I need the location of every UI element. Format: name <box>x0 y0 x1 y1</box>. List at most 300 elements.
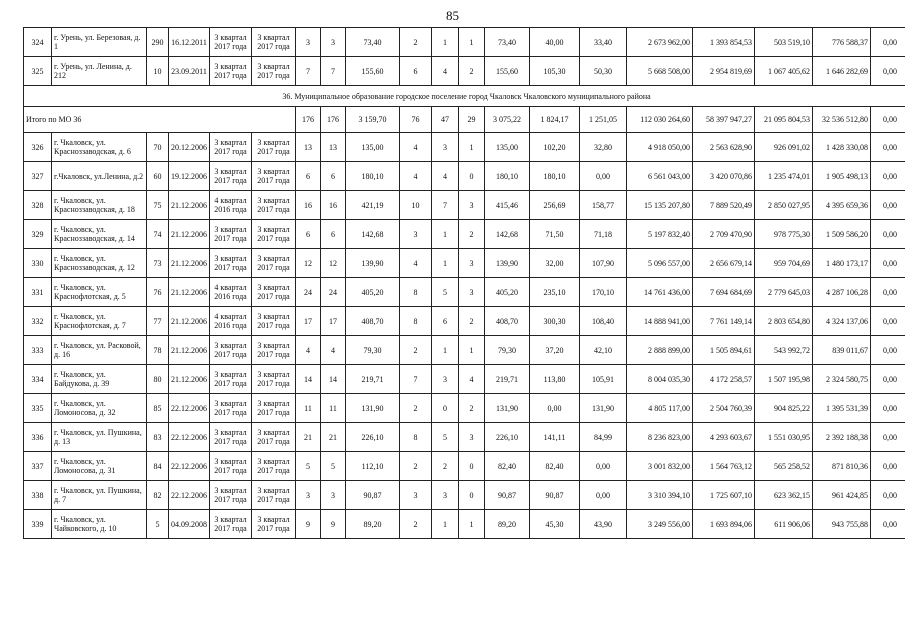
table-cell: 83 <box>147 423 169 452</box>
address-cell: г.Чкаловск, ул.Ленина, д.2 <box>52 162 147 191</box>
table-cell: 2 <box>459 220 485 249</box>
table-cell: 3 квартал 2017 года <box>252 510 296 539</box>
table-cell: 8 <box>400 423 432 452</box>
table-cell: 3 квартал 2017 года <box>210 57 252 86</box>
table-cell: 1 395 531,39 <box>813 394 871 423</box>
table-cell: 2 563 628,90 <box>693 133 755 162</box>
table-cell: 75 <box>147 191 169 220</box>
total-cell: 76 <box>400 107 432 133</box>
table-cell: 90,87 <box>530 481 580 510</box>
table-cell: 108,40 <box>580 307 627 336</box>
table-cell: 8 <box>400 307 432 336</box>
table-cell: 131,90 <box>346 394 400 423</box>
table-row <box>24 365 905 394</box>
table-cell: 155,60 <box>485 57 530 86</box>
table-cell: 7 889 520,49 <box>693 191 755 220</box>
table-cell: 1 693 894,06 <box>693 510 755 539</box>
table-cell: 3 квартал 2017 года <box>210 336 252 365</box>
table-cell: 3 квартал 2017 года <box>210 162 252 191</box>
table-cell: 90,87 <box>346 481 400 510</box>
table-cell: 113,80 <box>530 365 580 394</box>
section-block <box>24 86 905 133</box>
table-cell: 40,00 <box>530 28 580 57</box>
table-cell: 1 480 173,17 <box>813 249 871 278</box>
table-cell: 102,20 <box>530 133 580 162</box>
table-cell: 16 <box>296 191 321 220</box>
table-cell: 6 561 043,00 <box>627 162 693 191</box>
table-cell: 3 <box>296 28 321 57</box>
table-cell: 1 507 195,98 <box>755 365 813 394</box>
table-cell: 3 квартал 2017 года <box>252 452 296 481</box>
table-cell: 339 <box>24 510 52 539</box>
table-cell: 3 249 556,00 <box>627 510 693 539</box>
table-cell: 32,00 <box>530 249 580 278</box>
table-cell: 5 <box>147 510 169 539</box>
table-cell: 325 <box>24 57 52 86</box>
table-cell: 85 <box>147 394 169 423</box>
table-cell: 0,00 <box>871 365 905 394</box>
table-cell: 3 квартал 2017 года <box>252 28 296 57</box>
table-cell: 21 <box>321 423 346 452</box>
table-cell: 6 <box>432 307 459 336</box>
section-header-row <box>24 86 905 107</box>
table-cell: 2 656 679,14 <box>693 249 755 278</box>
table-cell: 2 709 470,90 <box>693 220 755 249</box>
table-cell: 3 <box>459 423 485 452</box>
table-cell: 4 <box>400 162 432 191</box>
table-cell: 3 квартал 2017 года <box>210 510 252 539</box>
total-cell: 1 824,17 <box>530 107 580 133</box>
table-cell: 5 <box>432 423 459 452</box>
table-cell: 2 324 580,75 <box>813 365 871 394</box>
table-cell: 330 <box>24 249 52 278</box>
table-cell: 131,90 <box>485 394 530 423</box>
table-cell: 871 810,36 <box>813 452 871 481</box>
table-cell: 0,00 <box>871 249 905 278</box>
table-cell: 180,10 <box>530 162 580 191</box>
table-cell: 71,50 <box>530 220 580 249</box>
table-cell: 22.12.2006 <box>169 481 210 510</box>
table-cell: 90,87 <box>485 481 530 510</box>
table-row <box>24 423 905 452</box>
table-cell: 19.12.2006 <box>169 162 210 191</box>
table-cell: 14 <box>296 365 321 394</box>
table-cell: 1 <box>432 249 459 278</box>
table-cell: 3 квартал 2017 года <box>252 336 296 365</box>
table-cell: 70 <box>147 133 169 162</box>
table-cell: 4 918 050,00 <box>627 133 693 162</box>
table-cell: 326 <box>24 133 52 162</box>
table-cell: 9 <box>321 510 346 539</box>
address-cell: г. Урень, ул. Ленина, д. 212 <box>52 57 147 86</box>
total-cell: 112 030 264,60 <box>627 107 693 133</box>
table-cell: 3 квартал 2017 года <box>252 57 296 86</box>
table-cell: 3 квартал 2017 года <box>210 394 252 423</box>
table-cell: 336 <box>24 423 52 452</box>
table-cell: 82,40 <box>485 452 530 481</box>
table-cell: 1 067 405,62 <box>755 57 813 86</box>
address-cell: г. Чкаловск, ул. Краснофлотская, д. 7 <box>52 307 147 336</box>
table-cell: 3 001 832,00 <box>627 452 693 481</box>
table-cell: 3 <box>321 481 346 510</box>
table-cell: 405,20 <box>346 278 400 307</box>
table-cell: 135,00 <box>346 133 400 162</box>
table-cell: 565 258,52 <box>755 452 813 481</box>
table-cell: 22.12.2006 <box>169 394 210 423</box>
table-cell: 1 509 586,20 <box>813 220 871 249</box>
table-cell: 327 <box>24 162 52 191</box>
table-cell: 839 011,67 <box>813 336 871 365</box>
table-cell: 1 393 854,53 <box>693 28 755 57</box>
table-cell: 23.09.2011 <box>169 57 210 86</box>
table-cell: 1 <box>459 510 485 539</box>
table-cell: 408,70 <box>346 307 400 336</box>
table-cell: 256,69 <box>530 191 580 220</box>
table-cell: 15 135 207,80 <box>627 191 693 220</box>
table-cell: 135,00 <box>485 133 530 162</box>
table-cell: 7 <box>400 365 432 394</box>
table-cell: 1 <box>432 220 459 249</box>
table-cell: 1 <box>459 28 485 57</box>
table-cell: 0,00 <box>871 220 905 249</box>
table-cell: 3 квартал 2017 года <box>252 394 296 423</box>
table-cell: 80 <box>147 365 169 394</box>
table-cell: 71,18 <box>580 220 627 249</box>
table-cell: 3 <box>400 220 432 249</box>
table-cell: 14 761 436,00 <box>627 278 693 307</box>
table-cell: 155,60 <box>346 57 400 86</box>
table-cell: 3 квартал 2017 года <box>210 28 252 57</box>
table-cell: 142,68 <box>485 220 530 249</box>
table-cell: 0,00 <box>871 394 905 423</box>
table-cell: 0,00 <box>871 336 905 365</box>
table-cell: 2 803 654,80 <box>755 307 813 336</box>
address-cell: г. Урень, ул. Березовая, д. 1 <box>52 28 147 57</box>
table-cell: 4 <box>432 162 459 191</box>
table-cell: 4 квартал 2016 года <box>210 191 252 220</box>
table-cell: 89,20 <box>346 510 400 539</box>
table-cell: 1 <box>432 28 459 57</box>
table-cell: 1 646 282,69 <box>813 57 871 86</box>
address-cell: г. Чкаловск, ул. Красноззаводская, д. 14 <box>52 220 147 249</box>
table-cell: 7 <box>321 57 346 86</box>
table-cell: 4 <box>400 249 432 278</box>
table-cell: 6 <box>296 162 321 191</box>
table-cell: 78 <box>147 336 169 365</box>
table-cell: 33,40 <box>580 28 627 57</box>
table-cell: 503 519,10 <box>755 28 813 57</box>
table-cell: 7 <box>296 57 321 86</box>
table-cell: 611 906,06 <box>755 510 813 539</box>
table-cell: 0 <box>459 481 485 510</box>
address-cell: г. Чкаловск, ул. Ломоносова, д. 32 <box>52 394 147 423</box>
total-cell: 3 159,70 <box>346 107 400 133</box>
table-cell: 82,40 <box>530 452 580 481</box>
address-cell: г. Чкаловск, ул. Пушкина, д. 13 <box>52 423 147 452</box>
table-cell: 21 <box>296 423 321 452</box>
table-cell: 0,00 <box>871 133 905 162</box>
table-cell: 79,30 <box>485 336 530 365</box>
table-cell: 45,30 <box>530 510 580 539</box>
table-cell: 11 <box>296 394 321 423</box>
table-cell: 219,71 <box>346 365 400 394</box>
table-cell: 1 725 607,10 <box>693 481 755 510</box>
table-cell: 13 <box>321 133 346 162</box>
table-cell: 978 775,30 <box>755 220 813 249</box>
table-cell: 4 квартал 2016 года <box>210 278 252 307</box>
table-cell: 3 квартал 2017 года <box>210 249 252 278</box>
table-cell: 1 235 474,01 <box>755 162 813 191</box>
table-cell: 5 197 832,40 <box>627 220 693 249</box>
table-cell: 21.12.2006 <box>169 336 210 365</box>
table-cell: 8 <box>400 278 432 307</box>
table-cell: 12 <box>296 249 321 278</box>
table-cell: 13 <box>296 133 321 162</box>
table-cell: 21.12.2006 <box>169 220 210 249</box>
total-cell: 47 <box>432 107 459 133</box>
table-cell: 0,00 <box>871 191 905 220</box>
table-cell: 4 172 258,57 <box>693 365 755 394</box>
table-cell: 0,00 <box>871 510 905 539</box>
table-cell: 1 564 763,12 <box>693 452 755 481</box>
table-cell: 0,00 <box>871 162 905 191</box>
section-title: 36. Муниципальное образование городское поселение город Чкаловск Чкаловского муниципального района <box>24 86 905 107</box>
table-cell: 107,90 <box>580 249 627 278</box>
table-cell: 2 <box>400 394 432 423</box>
table-row <box>24 162 905 191</box>
table-cell: 3 квартал 2017 года <box>210 220 252 249</box>
table-cell: 2 954 819,69 <box>693 57 755 86</box>
table-cell: 73,40 <box>346 28 400 57</box>
table-cell: 17 <box>296 307 321 336</box>
table-cell: 3 <box>459 191 485 220</box>
table-cell: 328 <box>24 191 52 220</box>
table-cell: 904 825,22 <box>755 394 813 423</box>
table-cell: 9 <box>296 510 321 539</box>
table-cell: 11 <box>321 394 346 423</box>
table-cell: 2 <box>400 336 432 365</box>
table-cell: 84,99 <box>580 423 627 452</box>
address-cell: г. Чкаловск, ул. Красноззаводская, д. 12 <box>52 249 147 278</box>
table-cell: 43,90 <box>580 510 627 539</box>
table-row <box>24 278 905 307</box>
table-cell: 180,10 <box>485 162 530 191</box>
table-cell: 2 888 899,00 <box>627 336 693 365</box>
table-cell: 405,20 <box>485 278 530 307</box>
table-cell: 20.12.2006 <box>169 133 210 162</box>
table-cell: 180,10 <box>346 162 400 191</box>
table-row <box>24 249 905 278</box>
table-cell: 14 <box>321 365 346 394</box>
table-cell: 4 <box>296 336 321 365</box>
table-cell: 0,00 <box>871 423 905 452</box>
table-cell: 338 <box>24 481 52 510</box>
table-cell: 170,10 <box>580 278 627 307</box>
table-cell: 3 квартал 2017 года <box>210 365 252 394</box>
table-cell: 6 <box>296 220 321 249</box>
table-cell: 543 992,72 <box>755 336 813 365</box>
table-cell: 76 <box>147 278 169 307</box>
table-cell: 73 <box>147 249 169 278</box>
table-cell: 22.12.2006 <box>169 423 210 452</box>
table-cell: 141,11 <box>530 423 580 452</box>
table-cell: 2 <box>432 452 459 481</box>
table-cell: 776 588,37 <box>813 28 871 57</box>
table-cell: 24 <box>296 278 321 307</box>
total-cell: 58 397 947,27 <box>693 107 755 133</box>
address-cell: г. Чкаловск, ул. Красноззаводская, д. 6 <box>52 133 147 162</box>
table-cell: 60 <box>147 162 169 191</box>
total-cell: 176 <box>296 107 321 133</box>
table-cell: 50,30 <box>580 57 627 86</box>
table-cell: 139,90 <box>346 249 400 278</box>
table-cell: 2 <box>400 28 432 57</box>
page-number: 85 <box>446 8 459 23</box>
table-cell: 105,91 <box>580 365 627 394</box>
table-cell: 408,70 <box>485 307 530 336</box>
table-cell: 0 <box>459 162 485 191</box>
table-cell: 7 694 684,69 <box>693 278 755 307</box>
table-row <box>24 307 905 336</box>
rows-before-section <box>24 28 905 86</box>
table-cell: 142,68 <box>346 220 400 249</box>
table-cell: 324 <box>24 28 52 57</box>
table-cell: 1 905 498,13 <box>813 162 871 191</box>
table-cell: 3 квартал 2017 года <box>252 133 296 162</box>
table-cell: 3 310 394,10 <box>627 481 693 510</box>
table-cell: 4 287 106,28 <box>813 278 871 307</box>
table-cell: 3 квартал 2017 года <box>252 307 296 336</box>
rows-after-section <box>24 133 905 539</box>
table-cell: 16 <box>321 191 346 220</box>
table-cell: 3 <box>432 365 459 394</box>
table-cell: 331 <box>24 278 52 307</box>
table-cell: 1 428 330,08 <box>813 133 871 162</box>
table-cell: 3 <box>432 481 459 510</box>
table-cell: 42,10 <box>580 336 627 365</box>
table-cell: 17 <box>321 307 346 336</box>
table-cell: 12 <box>321 249 346 278</box>
table-cell: 4 <box>400 133 432 162</box>
table-cell: 2 673 962,00 <box>627 28 693 57</box>
table-cell: 1 <box>459 133 485 162</box>
table-cell: 21.12.2006 <box>169 191 210 220</box>
table-row <box>24 57 905 86</box>
table-cell: 14 888 941,00 <box>627 307 693 336</box>
table-cell: 16.12.2011 <box>169 28 210 57</box>
table-cell: 4 324 137,06 <box>813 307 871 336</box>
table-cell: 926 091,02 <box>755 133 813 162</box>
table-row <box>24 220 905 249</box>
total-row <box>24 107 905 133</box>
table-cell: 3 <box>459 249 485 278</box>
table-cell: 79,30 <box>346 336 400 365</box>
address-cell: г. Чкаловск, ул. Ломоносова, д. 31 <box>52 452 147 481</box>
table-cell: 421,19 <box>346 191 400 220</box>
table-cell: 21.12.2006 <box>169 249 210 278</box>
table-cell: 959 704,69 <box>755 249 813 278</box>
table-cell: 21.12.2006 <box>169 307 210 336</box>
table-cell: 10 <box>147 57 169 86</box>
table-cell: 2 850 027,95 <box>755 191 813 220</box>
table-cell: 337 <box>24 452 52 481</box>
table-cell: 1 <box>459 336 485 365</box>
table-cell: 0 <box>459 452 485 481</box>
table-cell: 3 квартал 2017 года <box>252 365 296 394</box>
table-cell: 0,00 <box>871 481 905 510</box>
table-cell: 623 362,15 <box>755 481 813 510</box>
table-cell: 32,80 <box>580 133 627 162</box>
table-cell: 3 квартал 2017 года <box>210 452 252 481</box>
table-cell: 3 квартал 2017 года <box>252 191 296 220</box>
table-cell: 290 <box>147 28 169 57</box>
table-cell: 335 <box>24 394 52 423</box>
table-cell: 3 квартал 2017 года <box>210 133 252 162</box>
table-cell: 6 <box>400 57 432 86</box>
total-cell: 0,00 <box>871 107 905 133</box>
table-cell: 2 <box>400 510 432 539</box>
table-row <box>24 28 905 57</box>
table-cell: 3 <box>459 278 485 307</box>
table-row <box>24 394 905 423</box>
table-row <box>24 191 905 220</box>
table-cell: 3 квартал 2017 года <box>252 278 296 307</box>
table-cell: 37,20 <box>530 336 580 365</box>
table-cell: 3 квартал 2017 года <box>252 423 296 452</box>
table-cell: 0,00 <box>871 57 905 86</box>
table-cell: 8 004 035,30 <box>627 365 693 394</box>
address-cell: г. Чкаловск, ул. Пушкина, д. 7 <box>52 481 147 510</box>
table-cell: 21.12.2006 <box>169 278 210 307</box>
table-cell: 2 779 645,03 <box>755 278 813 307</box>
table-cell: 235,10 <box>530 278 580 307</box>
table-cell: 2 <box>459 307 485 336</box>
table-cell: 22.12.2006 <box>169 452 210 481</box>
housing-register-table <box>23 27 905 539</box>
table-cell: 1 <box>432 510 459 539</box>
table-cell: 4 805 117,00 <box>627 394 693 423</box>
table-cell: 73,40 <box>485 28 530 57</box>
table-cell: 2 <box>400 452 432 481</box>
table-cell: 7 761 149,14 <box>693 307 755 336</box>
table-cell: 0,00 <box>871 28 905 57</box>
table-cell: 1 505 894,61 <box>693 336 755 365</box>
table-cell: 3 <box>400 481 432 510</box>
address-cell: г. Чкаловск, ул. Байдукова, д. 39 <box>52 365 147 394</box>
table-cell: 415,46 <box>485 191 530 220</box>
table-cell: 1 551 030,95 <box>755 423 813 452</box>
table-cell: 5 096 557,00 <box>627 249 693 278</box>
table-cell: 943 755,88 <box>813 510 871 539</box>
table-cell: 3 квартал 2017 года <box>252 249 296 278</box>
table-cell: 158,77 <box>580 191 627 220</box>
table-cell: 10 <box>400 191 432 220</box>
table-cell: 131,90 <box>580 394 627 423</box>
table-cell: 5 <box>321 452 346 481</box>
table-cell: 3 квартал 2017 года <box>210 481 252 510</box>
table-cell: 105,30 <box>530 57 580 86</box>
address-cell: г. Чкаловск, ул. Красноззаводская, д. 18 <box>52 191 147 220</box>
table-cell: 3 420 070,86 <box>693 162 755 191</box>
table-row <box>24 510 905 539</box>
total-cell: 21 095 804,53 <box>755 107 813 133</box>
table-cell: 4 <box>459 365 485 394</box>
table-cell: 21.12.2006 <box>169 365 210 394</box>
table-cell: 3 квартал 2017 года <box>252 220 296 249</box>
table-cell: 3 квартал 2017 года <box>210 423 252 452</box>
table-cell: 332 <box>24 307 52 336</box>
total-cell: 1 251,05 <box>580 107 627 133</box>
